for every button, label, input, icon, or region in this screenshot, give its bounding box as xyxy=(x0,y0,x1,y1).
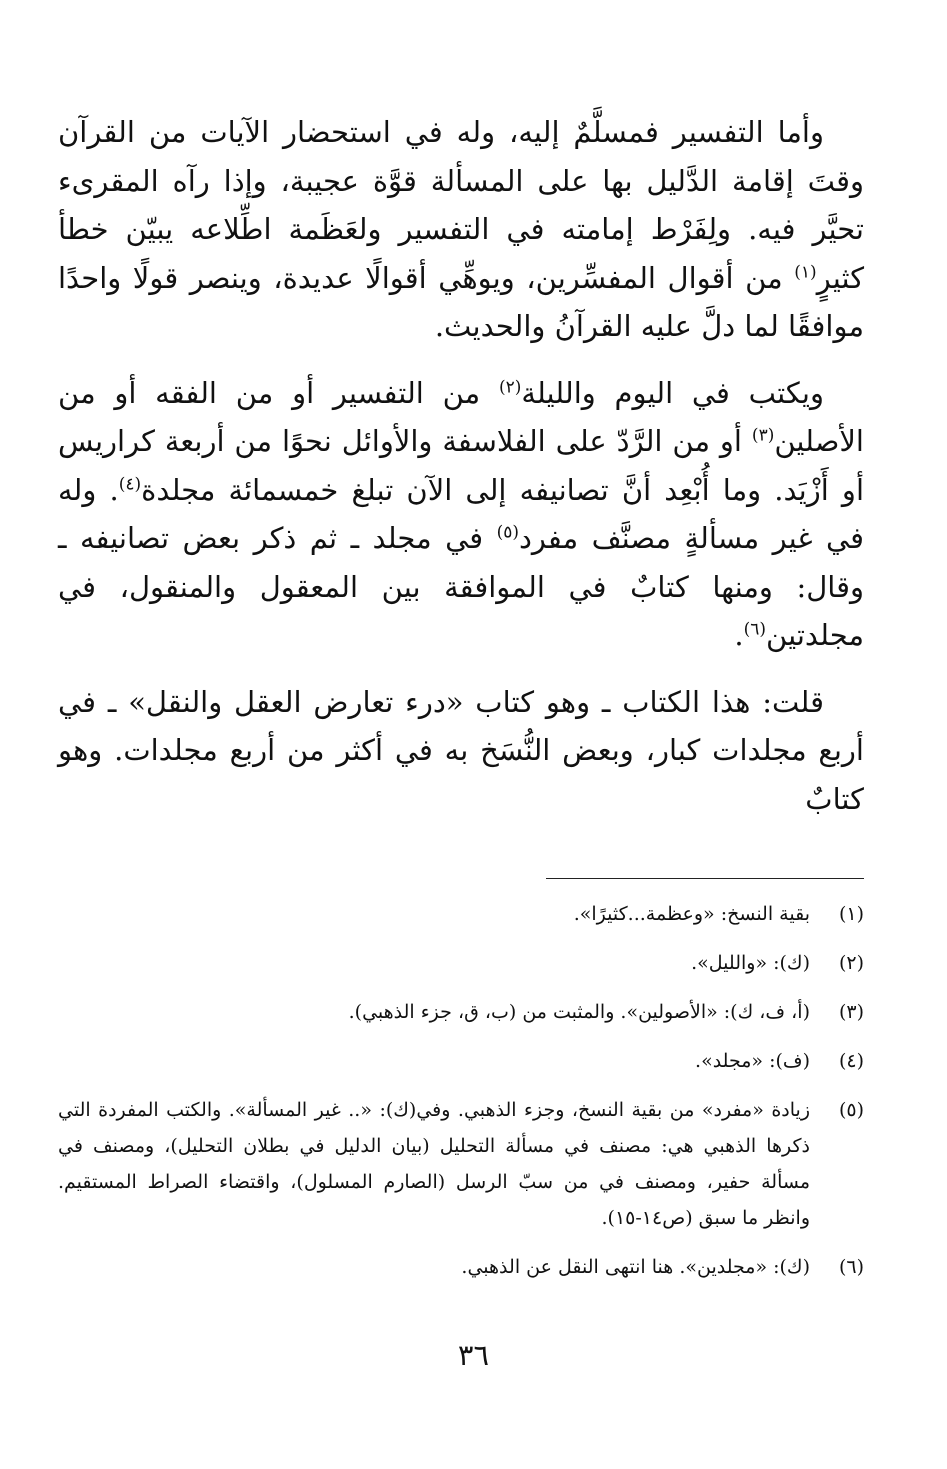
footnote-text: (ك): «مجلدين». هنا انتهى النقل عن الذهبي. xyxy=(461,1256,810,1278)
footnote-number: (٣) xyxy=(838,1001,864,1023)
footnote-ref-5: (٥) xyxy=(496,522,519,543)
footnote-ref-4: (٤) xyxy=(118,473,142,494)
footnote-ref-6: (٦) xyxy=(743,619,767,640)
main-text xyxy=(58,108,864,841)
footnote-ref-1: (١) xyxy=(794,261,817,282)
footnote-3 xyxy=(58,994,864,1030)
paragraph-1 xyxy=(58,108,864,351)
text-segment: قلت: هذا الكتاب ـ وهو كتاب «درء تعارض العقل والنقل» ـ في أربع مجلدات كبار، وبعض النُّسَخ به في أكثر من أربع مجلدات. وهو كتابٌ xyxy=(58,684,864,816)
footnote-number: (٥) xyxy=(838,1099,864,1121)
footnote-divider xyxy=(546,878,864,879)
footnote-number: (٢) xyxy=(838,952,864,974)
footnote-4 xyxy=(58,1043,864,1079)
text-segment: من التفسير أو من الفقه أو من الأصلين xyxy=(58,375,864,458)
footnote-text: بقية النسخ: «وعظمة...كثيرًا». xyxy=(573,903,810,925)
footnote-text: (أ، ف، ك): «الأصولين». والمثبت من (ب، ق، جزء الذهبي). xyxy=(348,1001,810,1023)
footnote-ref-3: (٣) xyxy=(751,425,775,446)
footnotes xyxy=(58,896,864,1298)
page-number: ٣٦ xyxy=(457,1338,490,1372)
text-segment: أو من الرَّدّ على الفلاسفة والأوائل نحوًا من أربعة كراريس أو أَزْيَد. وما أُبْعِد أنَّ تصانيفه إلى الآن تبلغ خمسمائة مجلدة xyxy=(58,424,864,507)
footnote-ref-2: (٢) xyxy=(498,376,522,397)
footnote-number: (٤) xyxy=(838,1050,864,1072)
text-segment: من أقوال المفسِّرين، ويوهِّي أقوالًا عديدة، وينصر قولًا واحدًا موافقًا لما دلَّ عليه القرآنُ والحديث. xyxy=(58,260,864,343)
text-segment: . وله في غير مسألةٍ مصنَّف مفرد xyxy=(58,472,864,555)
paragraph-2 xyxy=(58,369,864,660)
footnote-1 xyxy=(58,896,864,932)
footnote-5 xyxy=(58,1092,864,1236)
text-segment: في مجلد ـ ثم ذكر بعض تصانيفه ـ وقال: ومنها كتابٌ في الموافقة بين المعقول والمنقول، في مجلدتين xyxy=(58,521,864,652)
footnote-number: (٦) xyxy=(838,1256,864,1278)
footnote-text: زيادة «مفرد» من بقية النسخ، وجزء الذهبي. وفي(ك): «.. غير المسألة». والكتب المفردة التي ذكرها الذهبي هي: مصنف في مسألة التحليل (بيان الدليل في بطلان التحليل)، ومصنف في مسألة حفير، ومصنف في من سبّ الرسل (الصارم المسلول)، واقتضاء الصراط المستقيم. وانظر ما سبق (ص١٤-١٥). xyxy=(58,1099,810,1229)
footnote-2 xyxy=(58,945,864,981)
footnote-text: (ك): «والليل». xyxy=(691,952,810,974)
text-segment: وأما التفسير فمسلَّمٌ إليه، وله في استحضار الآيات من القرآن وقتَ إقامة الدَّليل بها على المسألة قوَّة عجيبة، وإذا رآه المقرىء تحيَّر فيه. ولِفَرْط إمامته في التفسير ولعَظَمة اطِّلاعه يبيّن خطأ كثيرٍ xyxy=(58,115,864,295)
footnote-6 xyxy=(58,1249,864,1285)
footnote-number: (١) xyxy=(838,903,864,925)
text-segment: . xyxy=(734,618,744,652)
paragraph-3 xyxy=(58,678,864,824)
footnote-text: (ف): «مجلد». xyxy=(695,1050,810,1072)
text-segment: ويكتب في اليوم والليلة xyxy=(521,375,824,410)
